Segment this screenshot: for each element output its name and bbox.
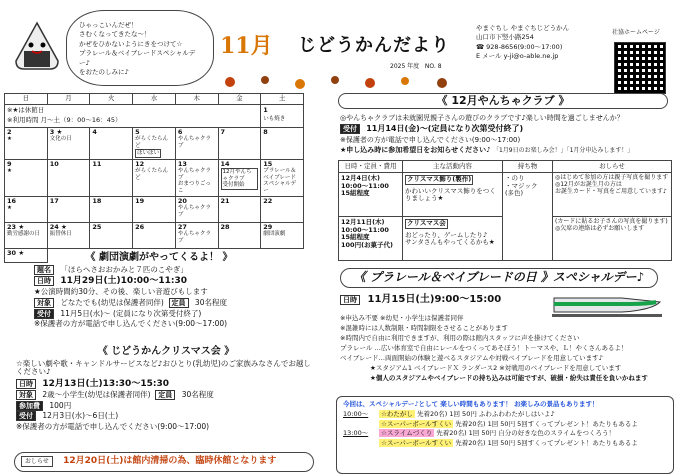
calendar-event: いも焼き — [263, 115, 286, 122]
calendar-day: 8 — [263, 127, 268, 136]
calendar-cell — [133, 222, 176, 248]
plarail-date: 11月15日(土)9:00～15:00 — [367, 294, 502, 305]
theater-reception: 11月5日(水)～ (定員になり次第受付終了) — [60, 308, 202, 318]
plarail-title: 《 プラレール＆ベイブレードの日 》スペシャルデー♪ — [340, 268, 658, 288]
contact-line: 山口市下竪小路254 — [476, 33, 534, 42]
calendar-day: 22 — [263, 196, 273, 205]
closed-mark: ★ — [7, 205, 12, 212]
plarail-special-box — [336, 396, 674, 474]
label: 受付 — [340, 124, 360, 134]
yancha-note-text: 「1月9日のお楽しみ会！」「1月分申込みします！」 — [492, 146, 634, 154]
yancha-club-title: 《 12月やんちゃクラブ 》 — [338, 93, 668, 109]
contact-info — [476, 24, 606, 96]
calendar-day: 24 — [49, 222, 59, 231]
yancha-club-info — [340, 113, 670, 156]
plarail-note: ★個人のスタジアムやベイブレードの持ち込みは可能ですが、破損・紛失は責任を負いかねます — [370, 374, 648, 383]
label: 日時 — [16, 379, 36, 389]
schedule-row — [343, 429, 667, 439]
calendar-day: 16 — [7, 196, 17, 205]
calendar-day: 30 — [7, 248, 17, 257]
calendar-cell — [47, 196, 90, 222]
calendar-day: 3 — [49, 127, 55, 136]
label: 定員 — [155, 390, 175, 400]
calendar-day: 11 — [92, 159, 102, 168]
calendar-cell — [47, 159, 90, 196]
weekday-header: 金 — [218, 94, 261, 105]
newsletter-year: 2025 年度 — [390, 63, 420, 70]
label: 対象 — [16, 390, 36, 400]
contact-line: やまぐちし やまぐちじどうかん — [476, 24, 570, 32]
calendar-cell — [218, 127, 261, 159]
label: 参加費 — [16, 401, 43, 411]
christmas-desc: ☆楽しい劇や歌・キャンドルサービスなど♪おひとり(乳幼児)のご家族みなさんでお越しください♪ — [16, 358, 311, 377]
calendar-event: プラレール＆ ベイブレード スペシャルデー — [263, 168, 297, 194]
yancha-note-text: ★申し込み時に参加希望日をお知らせください♪ — [340, 145, 491, 154]
bubble-line: ひゃっこいんだぜ！ — [79, 21, 138, 29]
plarail-note: ★スタジアム1 ベイブレードＸ ランダース2 ※対戦用のベイブレードを用意しています — [370, 364, 622, 373]
closure-notice — [14, 452, 314, 472]
calendar-day: 14 — [220, 159, 230, 168]
calendar-event-box: ぼいぼい — [137, 150, 160, 157]
calendar-event: やんちゃクラブ — [177, 205, 211, 218]
qr-code-icon[interactable] — [614, 42, 666, 94]
christmas-note: ※保護者の方が電話で申し込んでください(9:00～17:00) — [16, 421, 210, 431]
label: 受付 — [16, 411, 36, 421]
theater-note: ※保護者の方が電話で申し込んでください(9:00～17:00) — [34, 319, 228, 329]
calendar-cell — [218, 159, 261, 196]
calendar-cell — [175, 159, 218, 196]
table-cell: ◎はじめて参加の方は親子写真を撮ります ◎12月がお誕生月の方は お誕生カード・写真をご用意しています♪ — [553, 173, 672, 217]
contact-line: E メール y-ji@o-able.ne.jp — [476, 52, 559, 61]
schedule-name: ☆スーパーボールすくい — [381, 419, 452, 428]
theater-title: 《 劇団演劇がやってくるよ！ 》 — [85, 252, 233, 263]
calendar-event: 勤労感謝の日 — [7, 231, 41, 238]
plarail-note: ※時間内で自由に利用できますが、利用の際は館内スタッフに声を掛けてください — [340, 334, 580, 343]
table-row — [339, 173, 672, 217]
calendar-cell — [90, 222, 133, 248]
plarail-date-line — [340, 294, 501, 306]
schedule-row — [343, 410, 667, 420]
calendar-cell — [175, 127, 218, 159]
theater-capacity: 30名程度 — [194, 298, 227, 308]
plarail-note: プラレール …広い体育室で自由にレールをつくってあそぼう！ト－マスや、Ｌ！やくさんあるよ！ — [340, 344, 628, 353]
schedule-detail: 先着20名) 1回 50円 ふわふわわたがしはいよ♪ — [416, 409, 555, 418]
label: 題名 — [34, 265, 54, 275]
calendar-cell — [5, 127, 48, 159]
table-header: 日時・定員・費用 — [339, 161, 403, 173]
calendar-cell — [90, 196, 133, 222]
calendar-cell — [90, 159, 133, 196]
bubble-line: さむくなってきたな～！ — [79, 30, 151, 39]
calendar-day: 20 — [177, 196, 187, 205]
bubble-line: プラレール＆ベイブレードスペシャルデー♪ — [79, 49, 196, 67]
weekday-header: 土 — [261, 94, 304, 105]
christmas-date: 12月13日(土)13:30～15:30 — [42, 378, 169, 389]
calendar-cell — [261, 127, 304, 159]
label: 対象 — [34, 298, 54, 308]
calendar-cell — [133, 127, 176, 159]
weekday-header: 火 — [90, 94, 133, 105]
label: 日時 — [34, 276, 54, 286]
christmas-reception: 12月3日(水)～6日(土) — [42, 411, 119, 421]
yancha-club-table — [338, 160, 672, 261]
activity-title: クリスマス会 — [407, 219, 446, 228]
table-header: 持ち物 — [503, 161, 553, 173]
table-cell: ・のり ・マジック (多色) — [503, 173, 553, 261]
theater-note: ★公演時間約30分、その後、楽しい音遊びもします — [34, 287, 208, 297]
theater-date-line — [34, 276, 284, 286]
table-cell: (カードに貼るお子さんの写真を撮ります) ◎欠席の連絡は必ずお願いします — [553, 217, 672, 261]
calendar-day: 9 — [7, 159, 12, 168]
calendar-cell — [261, 105, 304, 128]
calendar-day: 29 — [263, 222, 273, 231]
closed-mark: ★ — [7, 168, 12, 175]
closed-mark: ★ — [18, 222, 25, 231]
bubble-line: かぜをひかないようにきをつけて☆ — [79, 39, 183, 48]
closed-mark: ★ — [7, 135, 12, 142]
schedule-name: ☆スライムづくり — [381, 429, 433, 438]
calendar-event: 文化の日 — [49, 135, 72, 142]
table-cell: 12月4日(木) 10:00～11:00 15組程度 — [339, 173, 403, 217]
label: 日時 — [340, 295, 360, 305]
christmas-target: 2歳～小学生(幼児は保護者同伴) — [42, 390, 151, 400]
theater-date: 11月29日(土)10:00～11:30 — [60, 276, 187, 287]
table-header: おしらせ — [553, 161, 672, 173]
theater-section — [34, 252, 284, 329]
calendar-day: 26 — [135, 222, 145, 231]
closed-mark: ★ — [18, 248, 25, 257]
plarail-note: ※混雑時には人数制限・時間制限をさせることがあります — [340, 324, 508, 333]
bubble-line: をおたのしみに♪ — [79, 68, 129, 77]
calendar-cell — [261, 159, 304, 196]
plarail-note: ※申込み不要 ※幼児・小学生は保護者同伴 — [340, 314, 464, 322]
plarail-note: ベイブレード…両面開始の体験と遊べるスタジアムや対戦ベイブレードを用意しています♪ — [340, 354, 603, 363]
calendar-note: ※利用時間 月～土（9：00～16：45） — [7, 115, 122, 124]
schedule-row — [343, 439, 667, 449]
calendar-cell — [133, 159, 176, 196]
calendar-cell — [218, 196, 261, 222]
schedule-name: ☆わたがし — [381, 409, 413, 418]
calendar-event: がらくたらんど — [135, 168, 169, 181]
closed-mark: ★ — [61, 222, 67, 231]
label: 受付 — [34, 309, 54, 319]
schedule-detail: 先着20名) 1回 50円 5回すくってプレゼント！あたりもあるよ — [455, 419, 638, 428]
christmas-title: 《 じどうかんクリスマス会 》 — [97, 346, 235, 357]
theater-name-line — [34, 266, 284, 275]
calendar-cell — [175, 196, 218, 222]
christmas-section — [16, 346, 316, 432]
yancha-desc: ◎やんちゃクラブは未就園児親子さんの遊びのクラブです♪楽しい時間を過ごしませんか？ — [340, 114, 624, 122]
calendar-day: 10 — [49, 159, 59, 168]
schedule-time: 13:00～ — [343, 429, 369, 438]
calendar-day: 27 — [177, 222, 187, 231]
schedule-name: ☆スーパーボールすくい — [381, 439, 452, 447]
table-cell — [403, 217, 503, 261]
onigiri-mascot-icon — [14, 21, 60, 71]
table-cell — [403, 173, 503, 217]
weekday-header: 水 — [133, 94, 176, 105]
theater-reception-line — [34, 310, 284, 319]
christmas-target-line — [16, 391, 316, 400]
calendar-day: 2 — [7, 127, 12, 136]
weekday-header: 木 — [175, 94, 218, 105]
theater-target: どなたでも(幼児は保護者同伴) — [60, 298, 164, 308]
calendar-day: 19 — [135, 196, 145, 205]
calendar-day: 17 — [49, 196, 59, 205]
qr-label: 社協ホームページ — [612, 29, 660, 36]
calendar-day: 7 — [220, 127, 226, 136]
mascot-speech-bubble — [66, 10, 214, 86]
calendar-table — [4, 93, 304, 263]
schedule-detail: 先着20名) 1回 50円 5回すくってプレゼント！あたりもあるよ — [455, 439, 638, 447]
yancha-reception: 11月14日(金)～(定員になり次第受付終了) — [366, 124, 524, 134]
christmas-fee: 100円 — [49, 400, 72, 410]
calendar-cell — [133, 196, 176, 222]
calendar-day: 23 — [7, 222, 17, 231]
notice-text: 12月20日(土)は館内清掃の為、臨時休館となります — [63, 456, 277, 466]
calendar-event: やんちゃクラブ — [177, 135, 211, 149]
calendar-day: 5 — [135, 127, 140, 136]
closed-mark: ★ — [56, 127, 63, 136]
calendar-event: やんちゃクラブ — [177, 231, 211, 244]
calendar-event: 振替休日 — [49, 231, 72, 238]
calendar-cell — [5, 196, 48, 222]
schedule-row — [343, 420, 667, 430]
calendar-day: 21 — [220, 196, 230, 205]
yancha-reception-line — [340, 123, 670, 135]
plarail-notes — [340, 313, 670, 383]
calendar-cell — [5, 222, 48, 248]
special-intro: 今回は、スペシャルデー♪として 楽しい時間もあります！ お楽しみの景品もあります！ — [343, 400, 599, 408]
schedule-detail: 先着20名) 1回 50円 自分の好きな色のスライムをつくろう！ — [436, 429, 616, 438]
theater-name: 「ほらへさおおかみと７匹のこやぎ」 — [60, 264, 188, 274]
calendar-cell — [261, 196, 304, 222]
christmas-reception-line — [16, 412, 316, 421]
calendar-cell — [261, 222, 304, 248]
christmas-date-line — [16, 379, 316, 389]
calendar-day: 13 — [177, 159, 187, 168]
calendar-cell — [5, 159, 48, 196]
calendar-day: 4 — [92, 127, 97, 136]
calendar-day: 12 — [135, 159, 145, 168]
calendar-cell — [47, 127, 90, 159]
calendar-note: ※★は休館日 — [7, 106, 45, 114]
calendar-event-box: 12月やんちゃクラブ 受付開始 — [221, 168, 259, 190]
calendar-cell — [175, 222, 218, 248]
newsletter-title: じどうかんだより — [298, 35, 450, 56]
weekday-header: 日 — [5, 94, 48, 105]
calendar-day: 1 — [263, 106, 268, 114]
newsletter-month: 11月 — [220, 33, 273, 59]
table-cell: 12月11日(木) 10:00～11:00 15組程度 100円(お菓子代) — [339, 217, 403, 261]
calendar-cell — [90, 127, 133, 159]
calendar-day: 6 — [177, 127, 183, 136]
calendar-day: 28 — [220, 222, 230, 231]
activity-title: クリスマス飾り(製作) — [407, 175, 472, 184]
autumn-leaves-icon — [210, 70, 460, 94]
christmas-fee-line — [16, 402, 316, 411]
yancha-note: ※保護者の方が電話で申し込んでください(9:00～17:00) — [340, 135, 521, 144]
contact-line: ☎ 928-8656(9:00～17:00) — [476, 42, 563, 51]
activity-desc: かわいいクリスマス飾りをつくりましょう★ — [405, 186, 496, 203]
weekday-header: 月 — [47, 94, 90, 105]
newsletter-issue: NO. 8 — [424, 63, 442, 70]
christmas-capacity: 30名程度 — [181, 390, 214, 400]
notice-tag: おしらせ — [21, 456, 53, 467]
activity-desc: おどったり、ゲームしたり♪ サンタさんもやってくるかも★ — [405, 230, 495, 247]
calendar-day: 18 — [92, 196, 102, 205]
calendar-day: 15 — [263, 159, 273, 168]
table-header: 主な活動内容 — [403, 161, 503, 173]
calendar-cell — [47, 222, 90, 248]
calendar-event: がらくたらんど — [135, 135, 169, 149]
calendar-event: やんちゃクラブ おまつりごっこ — [177, 168, 211, 194]
yancha-note — [340, 145, 670, 156]
label: 定員 — [169, 298, 189, 308]
calendar-cell — [218, 222, 261, 248]
theater-target-line — [34, 299, 284, 308]
calendar-day: 25 — [92, 222, 102, 231]
schedule-time: 10:00～ — [343, 409, 369, 418]
calendar-notes — [5, 105, 261, 128]
calendar-event: 劇団演劇 — [263, 231, 286, 238]
